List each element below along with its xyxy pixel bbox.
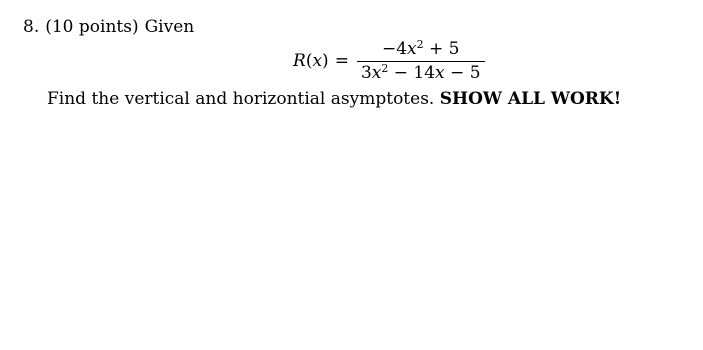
numerator (378, 37, 464, 61)
numerator-rest: + 5 (423, 38, 460, 59)
instruction-line (47, 89, 621, 109)
function-lhs: R(x) (293, 51, 329, 71)
denominator-coef: 3 (360, 62, 372, 83)
denominator-var-1: x (371, 62, 382, 83)
numerator-coef: −4 (381, 38, 408, 59)
problem-header (23, 17, 200, 37)
instruction-text: Find the vertical and horizontial asymptotes. (47, 89, 435, 109)
rational-function-equation (293, 38, 485, 84)
fraction (357, 37, 485, 83)
denominator-var-2: x (435, 62, 445, 83)
problem-lead: Given (144, 17, 195, 37)
denominator-rest: − 5 (444, 62, 481, 83)
denominator-exponent: 2 (381, 61, 389, 75)
equals-sign: = (334, 51, 349, 71)
numerator-exponent: 2 (416, 37, 424, 51)
function-name: R (293, 51, 306, 71)
numerator-var: x (407, 38, 417, 59)
instruction-emphasis: SHOW ALL WORK! (439, 89, 622, 109)
denominator-mid: − 14 (388, 62, 436, 83)
function-variable: x (312, 51, 323, 71)
denominator (357, 61, 485, 83)
problem-number: 8. (23, 17, 40, 37)
problem-points: (10 points) (45, 17, 139, 37)
